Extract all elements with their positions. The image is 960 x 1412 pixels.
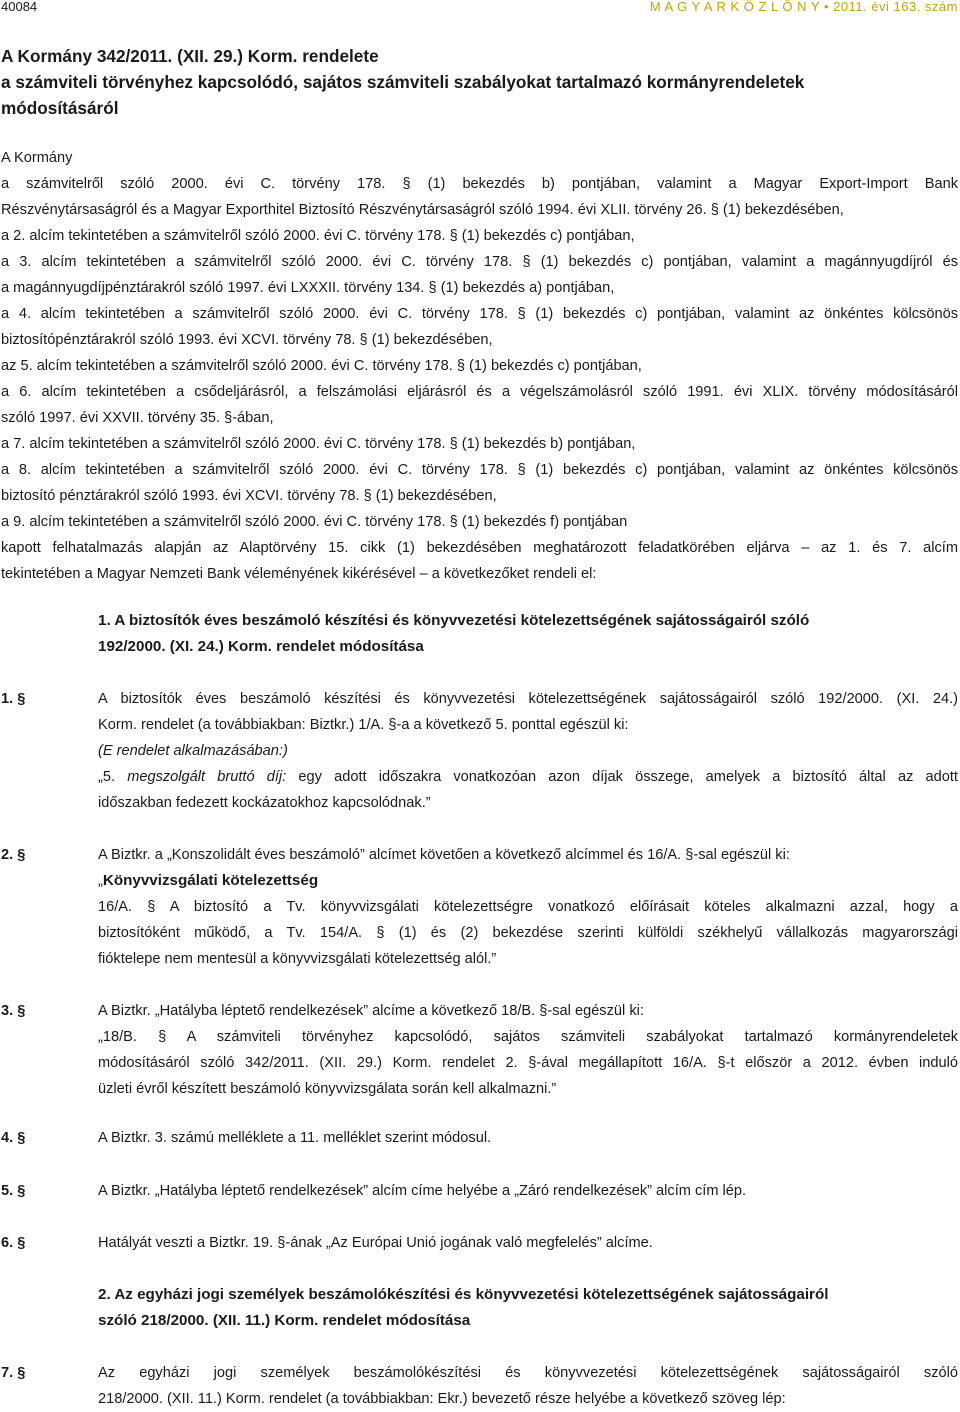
- paragraph-line: fióktelepe nem mentesül a könyvvizsgálati kötelezettség alól.”: [98, 951, 497, 967]
- paragraph-4: [1, 1125, 958, 1151]
- paragraph-line: A Biztkr. „Hatályba léptető rendelkezések” alcíme a következő 18/B. §-sal egészül ki:: [98, 1003, 644, 1019]
- decree-title-line: a számviteli törvényhez kapcsolódó, sajátos számviteli szabályokat tartalmazó kormányrendeletek: [1, 72, 805, 92]
- section-heading-line: szóló 218/2000. (XII. 11.) Korm. rendelet módosítása: [98, 1312, 471, 1329]
- preamble-line: a 4. alcím tekintetében a számvitelről szóló 2000. évi C. törvény 178. § (1) bekezdés c) pontjában, valamint az önkéntes kölcsönös: [1, 306, 958, 322]
- section-heading-2: [98, 1282, 958, 1334]
- preamble-line: szóló 1997. évi XXVII. törvény 35. §-ában,: [1, 410, 274, 426]
- paragraph-line: módosításáról szóló 342/2011. (XII. 29.) Korm. rendelet 2. §-ával megállapított 16/A. §-t először a 2012. évben induló: [98, 1055, 958, 1071]
- preamble-line: a 7. alcím tekintetében a számvitelről szóló 2000. évi C. törvény 178. § (1) bekezdés b) pontjában,: [1, 436, 636, 452]
- preamble-line: Részvénytársaságról és a Magyar Exporthitel Biztosító Részvénytársaságról szóló 1994. évi XLII. törvény 26. § (1) bekezdésében,: [1, 202, 844, 218]
- preamble-line: kapott felhatalmazás alapján az Alaptörvény 15. cikk (1) bekezdésében meghatározott feladatkörében eljárva – az 1. és 7. alcím: [1, 540, 958, 556]
- preamble-line: a számvitelről szóló 2000. évi C. törvény 178. § (1) bekezdés b) pontjában, valamint a Magyar Export-Import Bank: [1, 176, 958, 192]
- paragraph-line: időszakban fedezett kockázatokhoz kapcsolódnak.”: [98, 795, 431, 811]
- paragraph-line: 16/A. § A biztosító a Tv. könyvvizsgálati kötelezettségre vonatkozó előírásait köteles alkalmazni azzal, hogy a: [98, 899, 958, 915]
- preamble-line: az 5. alcím tekintetében a számvitelről szóló 2000. évi C. törvény 178. § (1) bekezdés c) pontjában,: [1, 358, 642, 374]
- opening-quote: „: [98, 873, 103, 889]
- paragraph-line: biztosítóként működő, a Tv. 154/A. § (1) és (2) bekezdése szerinti külföldi székhelyű vállalkozás magyarországi: [98, 925, 958, 941]
- preamble-line: a 2. alcím tekintetében a számvitelről szóló 2000. évi C. törvény 178. § (1) bekezdés c) pontjában,: [1, 228, 635, 244]
- section-heading-line: 2. Az egyházi jogi személyek beszámolókészítési és könyvvezetési kötelezettségének sajátosságairól: [98, 1286, 829, 1303]
- paragraph-5: [1, 1178, 958, 1204]
- journal-title: M A G Y A R K Ö Z L Ö N Y • 2011. évi 163. szám: [649, 0, 958, 14]
- preamble-line: a 3. alcím tekintetében a számvitelről szóló 2000. évi C. törvény 178. § (1) bekezdés c) pontjában, valamint a magánnyugdíjról és: [1, 254, 958, 270]
- page-number: 40084: [1, 0, 38, 14]
- decree-title-line: módosításáról: [1, 98, 119, 118]
- preamble-line: biztosító pénztárakról szóló 1993. évi XCVI. törvény 78. § (1) bekezdésében,: [1, 488, 497, 504]
- paragraph-number: 5. §: [1, 1183, 26, 1199]
- decree-title-line: A Kormány 342/2011. (XII. 29.) Korm. rendelete: [1, 46, 379, 66]
- paragraph-number: 2. §: [1, 847, 26, 863]
- paragraph-line: 218/2000. (XII. 11.) Korm. rendelet (a továbbiakban: Ekr.) bevezető része helyébe a következő szöveg lép:: [98, 1391, 786, 1407]
- paragraph-line: A Biztkr. 3. számú melléklete a 11. melléklet szerint módosul.: [98, 1130, 492, 1146]
- preamble-line: A Kormány: [1, 150, 73, 166]
- paragraph-line: Korm. rendelet (a továbbiakban: Biztkr.) 1/A. §-a a következő 5. ponttal egészül ki:: [98, 717, 629, 733]
- paragraph-line: üzleti évről készített beszámoló könyvvizsgálata során kell alkalmazni.”: [98, 1081, 557, 1097]
- section-heading-line: 1. A biztosítók éves beszámoló készítési és könyvvezetési kötelezettségének sajátosságairól szóló: [98, 612, 810, 629]
- preamble-line: a 8. alcím tekintetében a számvitelről szóló 2000. évi C. törvény 178. § (1) bekezdés c) pontjában, valamint az önkéntes kölcsönös: [1, 462, 958, 478]
- paragraph-6: [1, 1230, 958, 1256]
- paragraph-line: A biztosítók éves beszámoló készítési és könyvvezetési kötelezettségének sajátosságairól szóló 192/2000. (XI. 24.): [98, 691, 958, 707]
- preamble: [1, 145, 958, 587]
- definition-text: egy adott időszakra vonatkozóan azon díjak összege, amelyek a biztosító által az adott: [286, 769, 958, 785]
- preamble-line: biztosítópénztárakról szóló 1993. évi XCVI. törvény 78. § (1) bekezdésében,: [1, 332, 493, 348]
- paragraph-number: 3. §: [1, 1003, 26, 1019]
- paragraph-number: 4. §: [1, 1130, 26, 1146]
- preamble-line: tekintetében a Magyar Nemzeti Bank véleményének kikérésével – a következőket rendeli el:: [1, 566, 597, 582]
- paragraph-number: 1. §: [1, 691, 26, 707]
- subtitle-heading: Könyvvizsgálati kötelezettség: [102, 872, 319, 889]
- definition-term: megszolgált bruttó díj:: [127, 769, 287, 785]
- paragraph-1: [1, 686, 958, 816]
- paragraph-7: [1, 1360, 958, 1412]
- preamble-line: a magánnyugdíjpénztárakról szóló 1997. évi LXXXII. törvény 134. § (1) bekezdés a) pontjában,: [1, 280, 615, 296]
- paragraph-3: [1, 998, 958, 1102]
- section-heading-1: [98, 608, 958, 660]
- paragraph-line: [98, 764, 958, 790]
- paragraph-line: (E rendelet alkalmazásában:): [98, 743, 288, 759]
- paragraph-2: [1, 842, 958, 972]
- preamble-line: a 9. alcím tekintetében a számvitelről szóló 2000. évi C. törvény 178. § (1) bekezdés f) pontjában: [1, 514, 628, 530]
- paragraph-line: „18/B. § A számviteli törvényhez kapcsolódó, sajátos számviteli szabályokat tartalmazó kormányrendeletek: [98, 1029, 958, 1045]
- section-heading-line: 192/2000. (XI. 24.) Korm. rendelet módosítása: [98, 638, 424, 655]
- paragraph-number: 6. §: [1, 1235, 26, 1251]
- paragraph-line: Hatályát veszti a Biztkr. 19. §-ának „Az Európai Unió jogának való megfelelés” alcíme.: [98, 1235, 653, 1251]
- paragraph-line: [98, 868, 958, 894]
- decree-title: [1, 43, 959, 121]
- definition-number: „5.: [98, 769, 128, 785]
- paragraph-line: A Biztkr. a „Konszolidált éves beszámoló” alcímet követően a következő alcímmel és 16/A. §-sal egészül ki:: [98, 847, 790, 863]
- preamble-line: a 6. alcím tekintetében a csődeljárásról, a felszámolási eljárásról és a végelszámolásról szóló 1991. évi XLIX. törvény módosításáról: [1, 384, 958, 400]
- paragraph-number: 7. §: [1, 1365, 26, 1381]
- page-header: [0, 0, 960, 20]
- paragraph-line: A Biztkr. „Hatályba léptető rendelkezések” alcím címe helyébe a „Záró rendelkezések” alcím cím lép.: [98, 1183, 747, 1199]
- paragraph-line: Az egyházi jogi személyek beszámolókészítési és könyvvezetési kötelezettségének sajátosságairól szóló: [98, 1365, 958, 1381]
